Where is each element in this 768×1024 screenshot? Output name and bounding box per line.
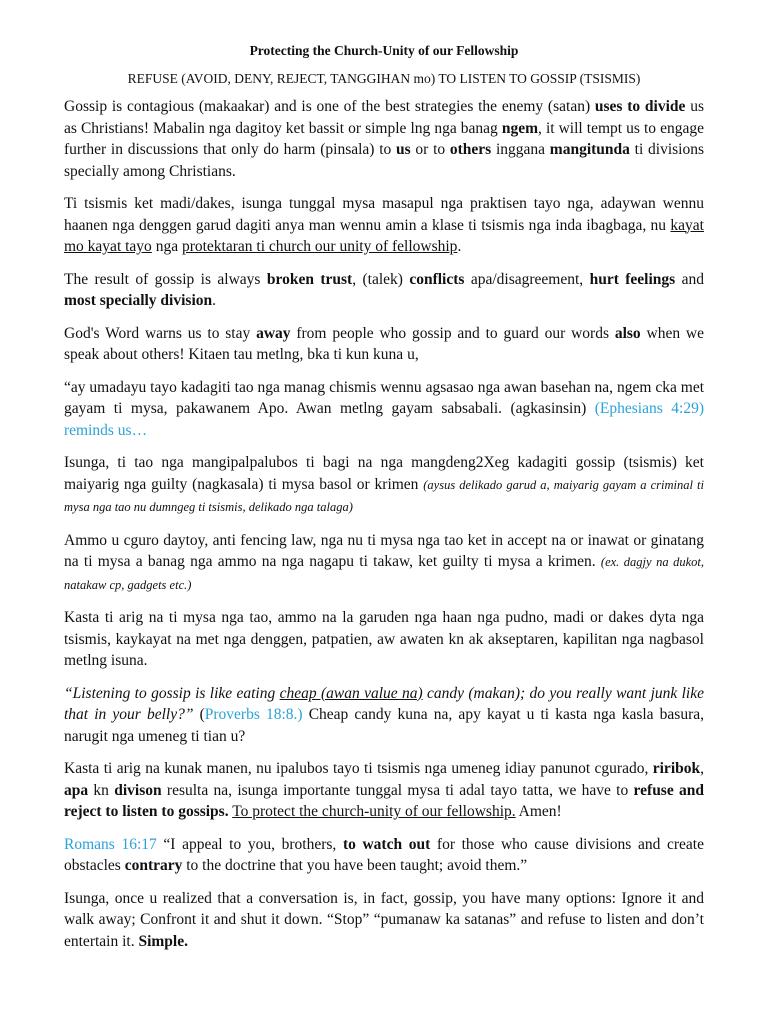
- text: , (talek): [352, 270, 410, 288]
- paragraph-8: [64, 607, 704, 672]
- text: inggana: [491, 141, 550, 158]
- text: resulta na, isunga importante tunggal mysa ti adal tayo tatta, we have to: [161, 781, 634, 799]
- text: “ay umadayu tayo kadagiti tao nga manag chismis wennu agsasao nga awan basehan na, ngem cka met gayam ti mysa, pakawanem Apo. Awan metlng gayam sabsabali. (agkasinsin): [64, 378, 704, 417]
- text: ti divisions specially among Christians.: [64, 141, 704, 180]
- underlined-text: protektaran ti church our unity of fellowship: [181, 238, 458, 255]
- text: and: [675, 270, 704, 288]
- text: Ammo u cguro daytoy, anti fencing law, nga nu ti mysa nga tao ket in accept na or inawat or ginatang na ti mysa a banag nga ammo na nga nagapu ti takaw, ket guilty ti mysa a krimen.: [64, 531, 704, 570]
- bold-text: most specially division: [64, 292, 213, 309]
- underlined-text: To protect the church-unity of our fellowship.: [232, 803, 516, 820]
- paragraph-3: [64, 269, 704, 312]
- text: us as Christians! Mabalin nga dagitoy ket bassit or simple lng nga banag: [64, 98, 704, 137]
- bold-text: conflicts: [409, 270, 465, 288]
- bold-text: apa: [64, 781, 89, 799]
- text: ,: [700, 760, 704, 777]
- italic-quote: “Listening to gossip is like eating: [64, 684, 280, 702]
- text: from people who gossip and to guard our words: [290, 324, 615, 342]
- bold-text: divison: [114, 781, 162, 799]
- bold-text: us: [396, 141, 411, 158]
- scripture-reference: Romans 16:17: [64, 835, 157, 853]
- underlined-italic-text: cheap (awan value na): [279, 684, 423, 702]
- bold-text: riribok: [652, 760, 701, 777]
- text: Gossip is contagious (makaakar) and is one of the best strategies the enemy (satan): [64, 98, 595, 115]
- bold-text: others: [449, 141, 492, 158]
- paragraph-1: [64, 96, 704, 182]
- paragraph-10: [64, 758, 704, 823]
- paragraph-5: [64, 377, 704, 442]
- paragraph-2: [64, 193, 704, 258]
- document-subtitle: REFUSE (AVOID, DENY, REJECT, TANGGIHAN mo) TO LISTEN TO GOSSIP (TSISMIS): [127, 71, 641, 86]
- italic-quote: candy (makan); do you really want junk like that in your belly?”: [64, 684, 704, 723]
- paragraph-11: [64, 834, 704, 877]
- paragraph-9: [64, 683, 704, 748]
- text: nga: [151, 238, 182, 255]
- text: or to: [410, 141, 450, 158]
- bold-text: hurt feelings: [589, 270, 676, 288]
- text: Kasta ti arig na ti mysa nga tao, ammo na la garuden nga haan nga pudno, madi or dakes dyta nga tsismis, kaykayat na met nga denggen, patpatien, aw awaten kn ak akseptaren, kapilitan nga nagbasol metlng isuna.: [64, 609, 704, 669]
- bold-text: uses to divide: [594, 98, 686, 115]
- italic-note: (aysus delikado garud a, maiyarig gayam a criminal ti mysa nga tao nu dumngeg ti tsismis, delikado nga talaga): [64, 477, 704, 514]
- text: Ti tsismis ket madi/dakes, isunga tunggal mysa masapul nga praktisen tayo nga, adaywan wennu haanen nga denggen garud dagiti anya man wennu amin a klase ti tsismis nga inda ibagbaga, nu: [64, 195, 704, 234]
- bold-text: away: [256, 324, 291, 342]
- paragraph-12: [64, 888, 704, 953]
- text: to the doctrine that you have been taught; avoid them.”: [182, 857, 528, 874]
- bold-text: broken trust: [266, 270, 353, 288]
- paragraph-7: [64, 530, 704, 597]
- paragraph-4: [64, 323, 704, 366]
- text: God's Word warns us to stay: [64, 324, 257, 342]
- text: for those who cause divisions and create obstacles: [64, 835, 704, 874]
- text: The result of gossip is always: [64, 270, 267, 288]
- underlined-text: kayat mo kayat tayo: [64, 216, 704, 255]
- bold-text: mangitunda: [549, 141, 630, 158]
- bold-text: to watch out: [342, 835, 431, 853]
- scripture-reference: Proverbs 18:8.): [204, 706, 303, 723]
- text: , it will tempt us to engage further in discussions that only do harm (pinsala) to: [64, 119, 704, 158]
- bold-text: contrary: [124, 857, 183, 874]
- text: apa/disagreement,: [464, 270, 590, 288]
- bold-text: Simple.: [138, 932, 188, 950]
- document-title: Protecting the Church-Unity of our Fellowship: [249, 43, 519, 58]
- text: “I appeal to you, brothers,: [156, 835, 343, 853]
- text: Cheap candy kuna na, apy kayat u ti kasta nga kasla basura, narugit nga umeneg ti tian u?: [64, 706, 705, 745]
- text: when we speak about others! Kitaen tau metlng, bka ti kun kuna u,: [64, 324, 704, 363]
- text: kn: [88, 781, 115, 799]
- text: .: [457, 238, 462, 255]
- bold-text: ngem: [501, 119, 539, 137]
- paragraph-6: [64, 452, 704, 519]
- text: (: [193, 706, 205, 723]
- text: .: [212, 292, 217, 309]
- text: Kasta ti arig na kunak manen, nu ipalubos tayo ti tsismis nga umeneg idiay panunot cgurado,: [64, 760, 653, 777]
- text: Amen!: [515, 803, 562, 820]
- text: Isunga, ti tao nga mangipalpalubos ti bagi na nga mangdeng2Xeg kadagiti gossip (tsismis) ket maiyarig nga guilty (nagkasala) ti mysa basol or krimen: [64, 454, 704, 493]
- text: Isunga, once u realized that a conversation is, in fact, gossip, you have many options: Ignore it and walk away; Confront it and shut it down. “Stop” “pumanaw ka satanas” and refuse to listen and don’t entertain it.: [64, 889, 704, 950]
- bold-text: refuse and reject to listen to gossips.: [64, 781, 705, 820]
- bold-text: also: [614, 324, 641, 342]
- scripture-reference: (Ephesians 4:29) reminds us…: [64, 400, 704, 439]
- italic-note: (ex. dagjy na dukot, natakaw cp, gadgets etc.): [64, 555, 704, 592]
